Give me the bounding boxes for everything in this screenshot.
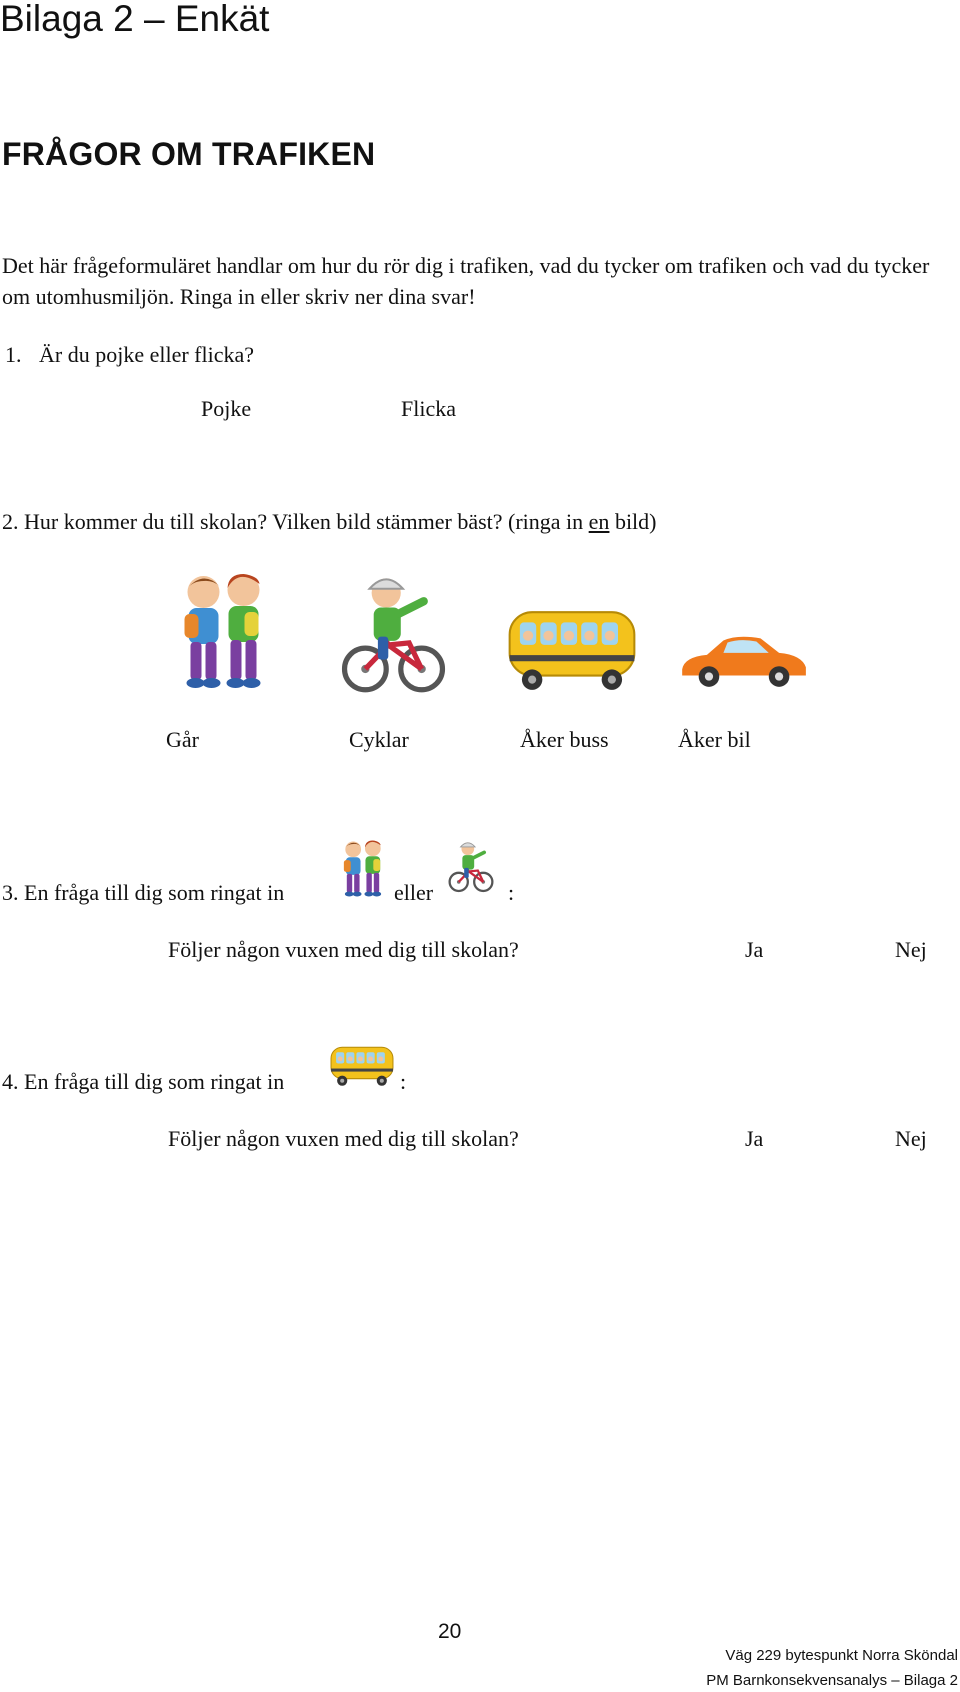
car-icon[interactable] (676, 628, 810, 690)
q2-option-gar[interactable]: Går (166, 727, 199, 752)
q2-question-end: bild) (609, 509, 657, 534)
q3-connector: eller (394, 880, 434, 905)
section-heading: FRÅGOR OM TRAFIKEN (2, 136, 376, 172)
cycling-child-icon[interactable] (336, 570, 451, 695)
q2-question-text: 2. Hur kommer du till skolan? Vilken bild stämmer bäst? (ringa in (2, 509, 589, 534)
walking-children-icon[interactable] (166, 570, 281, 690)
q2-question-emphasis: en (588, 509, 610, 534)
q3-suffix: : (508, 880, 515, 905)
school-bus-icon[interactable] (505, 604, 639, 696)
q3-answer-ja[interactable]: Ja (745, 937, 764, 962)
q3-answer-nej[interactable]: Nej (895, 937, 927, 962)
q2-option-cyklar[interactable]: Cyklar (349, 727, 409, 752)
q1-option-flicka[interactable]: Flicka (401, 396, 456, 421)
q3-question: Följer någon vuxen med dig till skolan? (168, 937, 519, 962)
q3-prefix: 3. En fråga till dig som ringat in (2, 880, 285, 905)
page-title: Bilaga 2 – Enkät (0, 0, 270, 39)
q2-question (2, 509, 657, 535)
page-number: 20 (438, 1620, 462, 1643)
q1-number: 1. (5, 342, 22, 367)
school-bus-icon-small (329, 1042, 395, 1090)
q4-prefix: 4. En fråga till dig som ringat in (2, 1069, 285, 1094)
q4-answer-ja[interactable]: Ja (745, 1126, 764, 1151)
q4-answer-nej[interactable]: Nej (895, 1126, 927, 1151)
footer-project: Väg 229 bytespunkt Norra Sköndal (725, 1647, 958, 1664)
q1-option-pojke[interactable]: Pojke (201, 396, 252, 421)
intro-paragraph: Det här frågeformuläret handlar om hur du rör dig i trafiken, vad du tycker om trafiken och vad du tycker om utomhusmiljön. Ringa in eller skriv ner dina svar! (2, 253, 930, 309)
q4-suffix: : (400, 1069, 407, 1094)
walking-children-icon-small (336, 838, 390, 898)
footer-report: PM Barnkonsekvensanalys – Bilaga 2 (706, 1672, 958, 1689)
q2-option-aker-buss[interactable]: Åker buss (520, 727, 609, 752)
q1-question: Är du pojke eller flicka? (39, 342, 255, 367)
cycling-child-icon-small (446, 834, 496, 898)
q2-option-aker-bil[interactable]: Åker bil (678, 727, 751, 752)
q4-question: Följer någon vuxen med dig till skolan? (168, 1126, 519, 1151)
